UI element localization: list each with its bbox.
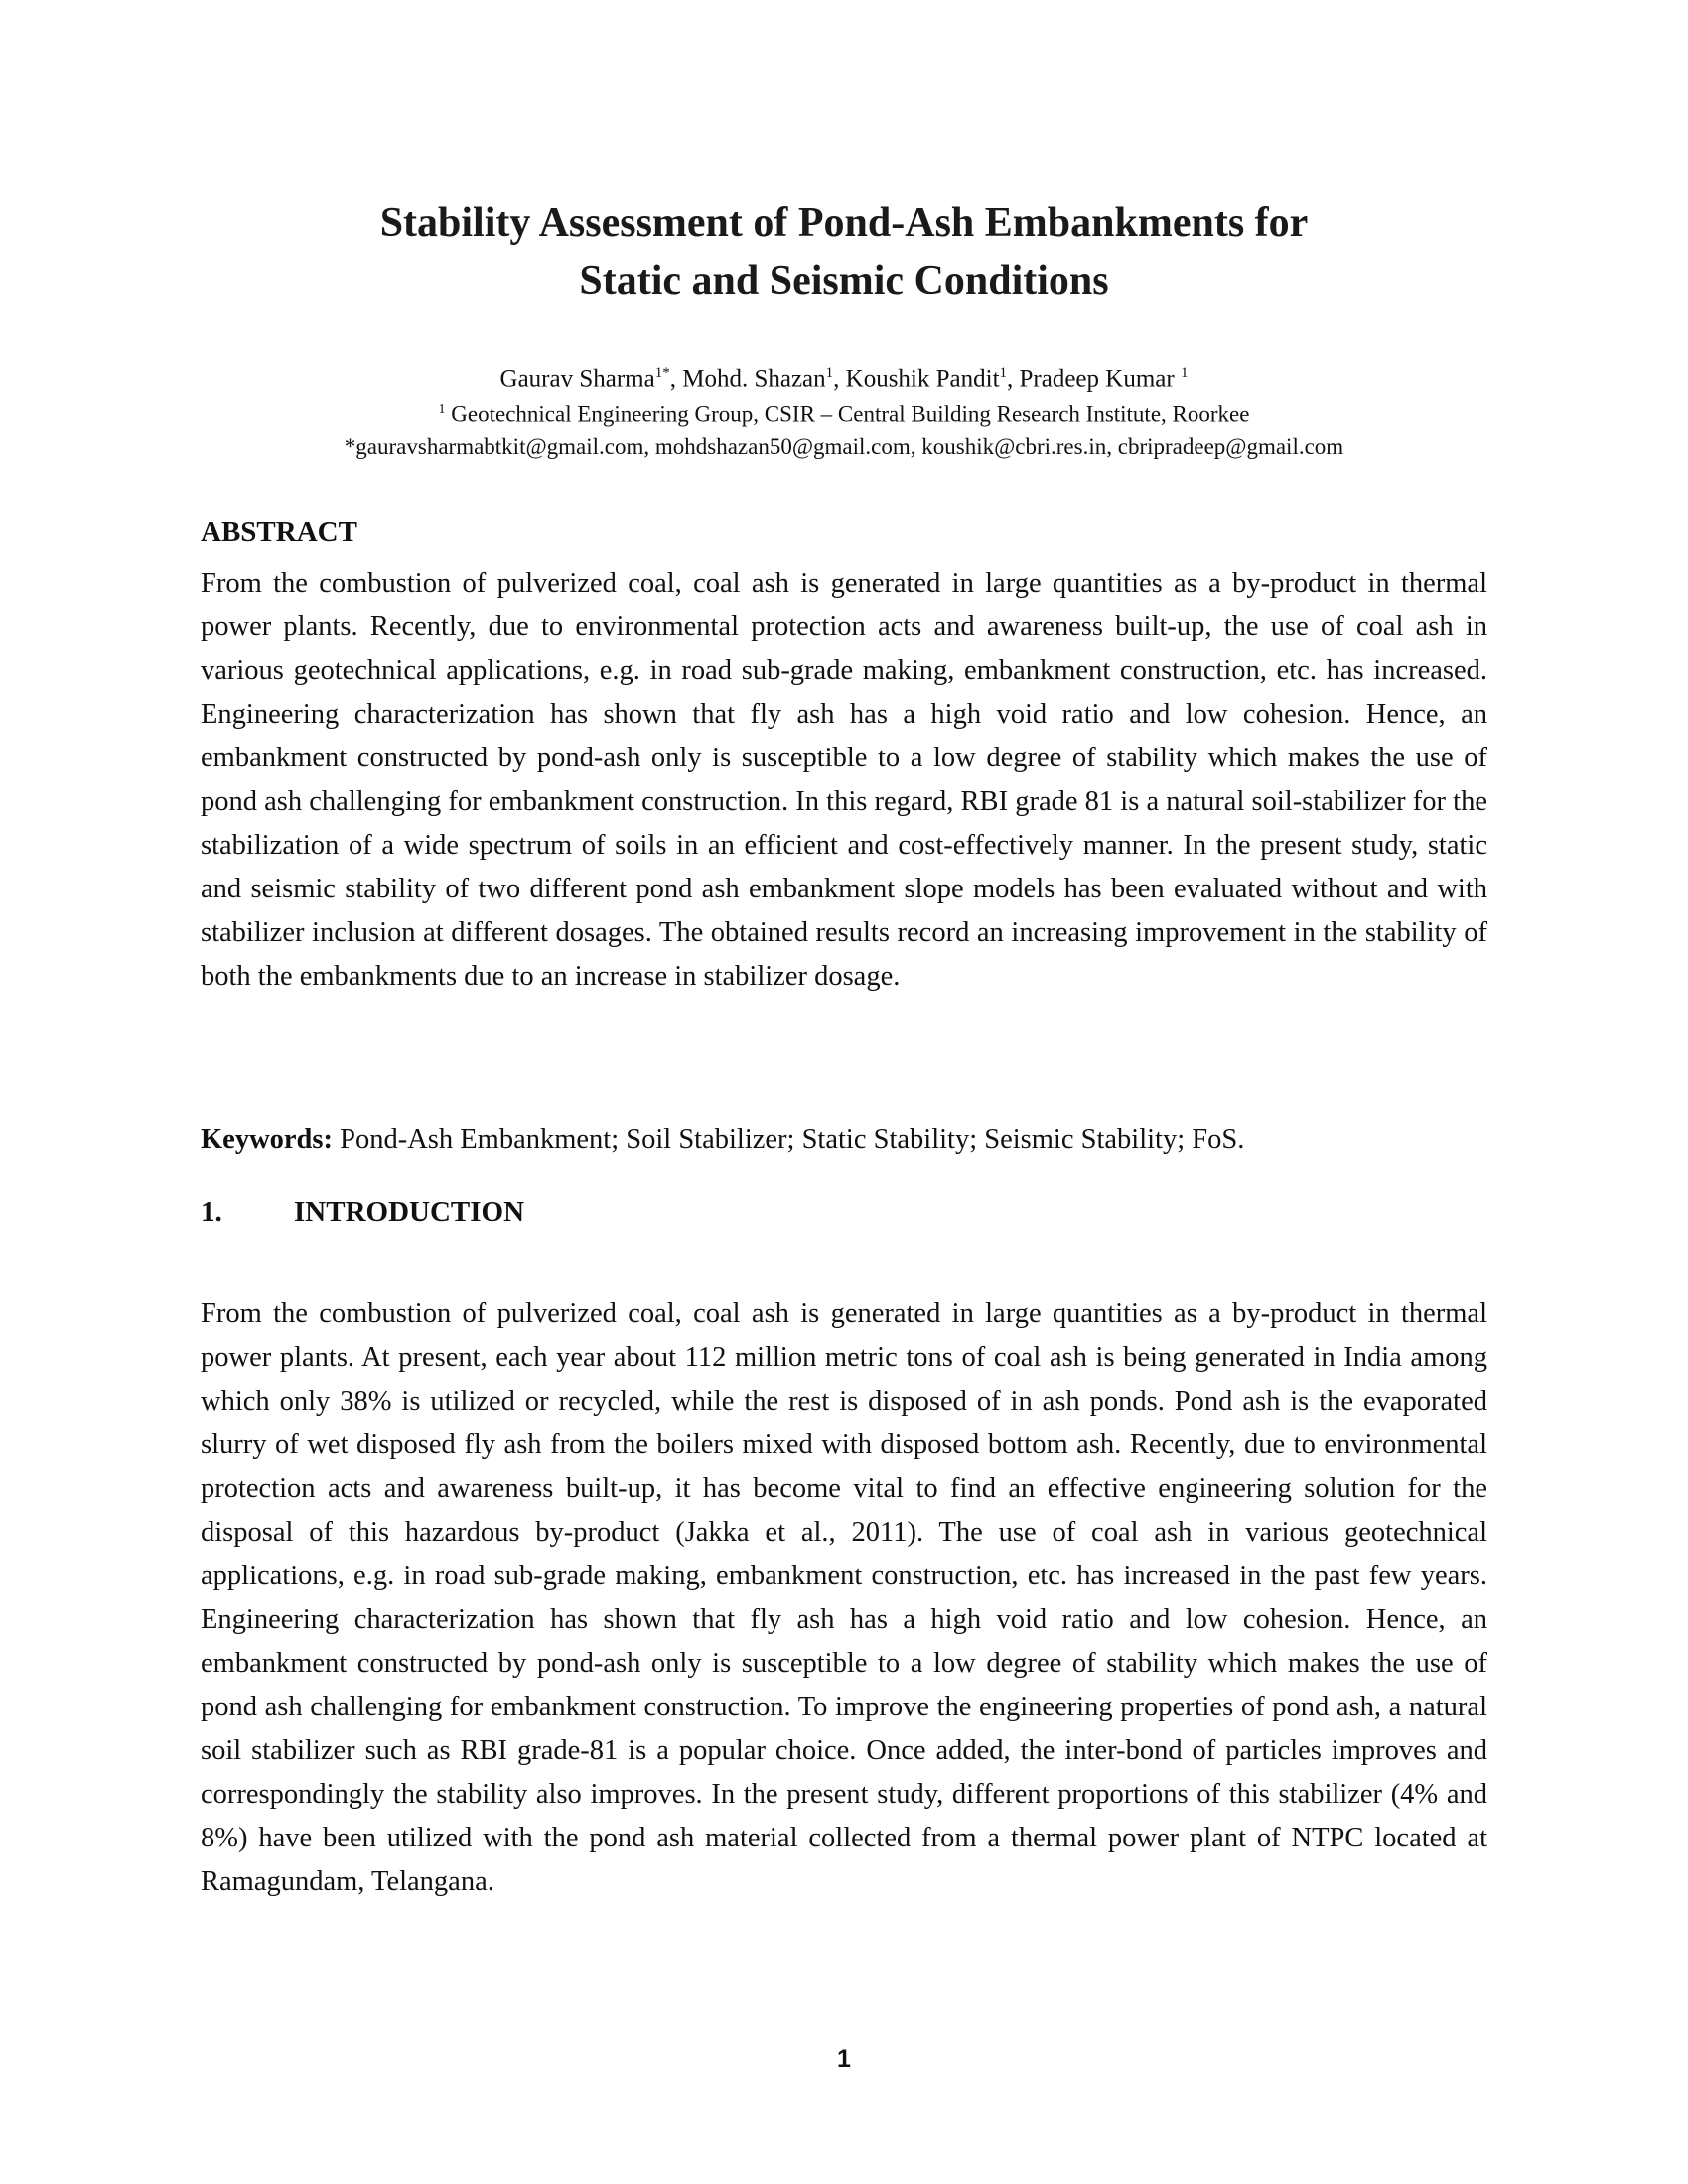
author-mark: 1: [999, 365, 1008, 381]
abstract-body: From the combustion of pulverized coal, coal ash is generated in large quantities as a by-product in thermal power plants. Recently, due to environmental protection acts and awareness built-up, the use of coal ash in various geotechnical applications, e.g. in road sub-grade making, embankment construction, etc. has increased. Engineering characterization has shown that fly ash has a high void ratio and low cohesion. Hence, an embankment constructed by pond-ash only is susceptible to a low degree of stability which makes the use of pond ash challenging for embankment construction. In this regard, RBI grade 81 is a natural soil-stabilizer for the stabilization of a wide spectrum of soils in an efficient and cost-effectively manner. In the present study, static and seismic stability of two different pond ash embankment slope models has been evaluated without and with stabilizer inclusion at different dosages. The obtained results record an increasing improvement in the stability of both the embankments due to an increase in stabilizer dosage.: [201, 568, 1487, 992]
affiliation: [199, 395, 1489, 430]
section-number: 1.: [201, 1196, 222, 1228]
introduction-body: From the combustion of pulverized coal, coal ash is generated in large quantities as a by-product in thermal power plants. At present, each year about 112 million metric tons of coal ash is being generated in India among which only 38% is utilized or recycled, while the rest is disposed of in ash ponds. Pond ash is the evaporated slurry of wet disposed fly ash from the boilers mixed with disposed bottom ash. Recently, due to environmental protection acts and awareness built-up, it has become vital to find an effective engineering solution for the disposal of this hazardous by-product (Jakka et al., 2011). The use of coal ash in various geotechnical applications, e.g. in road sub-grade making, embankment construction, etc. has increased in the past few years. Engineering characterization has shown that fly ash has a high void ratio and low cohesion. Hence, an embankment constructed by pond-ash only is susceptible to a low degree of stability which makes the use of pond ash challenging for embankment construction. To improve the engineering properties of pond ash, a natural soil stabilizer such as RBI grade-81 is a popular choice. Once added, the inter-bond of particles improves and correspondingly the stability also improves. In the present study, different proportions of this stabilizer (4% and 8%) have been utilized with the pond ash material collected from a thermal power plant of NTPC located at Ramagundam, Telangana.: [201, 1298, 1487, 1897]
author-mark: 1*: [654, 365, 670, 381]
author-name: Koushik Pandit: [845, 365, 1000, 393]
author-name: Gaurav Sharma: [499, 365, 655, 393]
affiliation-mark: 1: [438, 402, 446, 417]
affiliation-text: Geotechnical Engineering Group, CSIR – Central Building Research Institute, Roorkee: [451, 401, 1250, 427]
author-name: Mohd. Shazan: [682, 365, 826, 393]
author-name: Pradeep Kumar: [1019, 365, 1175, 393]
title-line-2: Static and Seismic Conditions: [579, 258, 1109, 304]
author-emails: *gauravsharmabtkit@gmail.com, mohdshazan50@gmail.com, koushik@cbri.res.in, cbripradeep@gmail.com: [344, 434, 1344, 459]
abstract-heading: ABSTRACT: [201, 516, 357, 548]
page-number: 1: [837, 2045, 851, 2073]
keywords-label: Keywords:: [201, 1124, 333, 1155]
keywords-line: [201, 1118, 1487, 1161]
author-list: Gaurav Sharma$^{1*}$, Mohd. Shazan$^1$, Koushik Pandit$^1$, Pradeep Kumar $^1$: [499, 365, 1189, 393]
section-heading: [201, 1194, 524, 1230]
title-line-1: Stability Assessment of Pond-Ash Embankments for: [379, 201, 1309, 246]
section-title: INTRODUCTION: [294, 1196, 525, 1228]
paper-title: [199, 195, 1489, 310]
keywords-text: Pond-Ash Embankment; Soil Stabilizer; Static Stability; Seismic Stability; FoS.: [340, 1124, 1245, 1155]
author-mark: 1: [825, 365, 834, 381]
author-mark: 1: [1180, 365, 1189, 381]
